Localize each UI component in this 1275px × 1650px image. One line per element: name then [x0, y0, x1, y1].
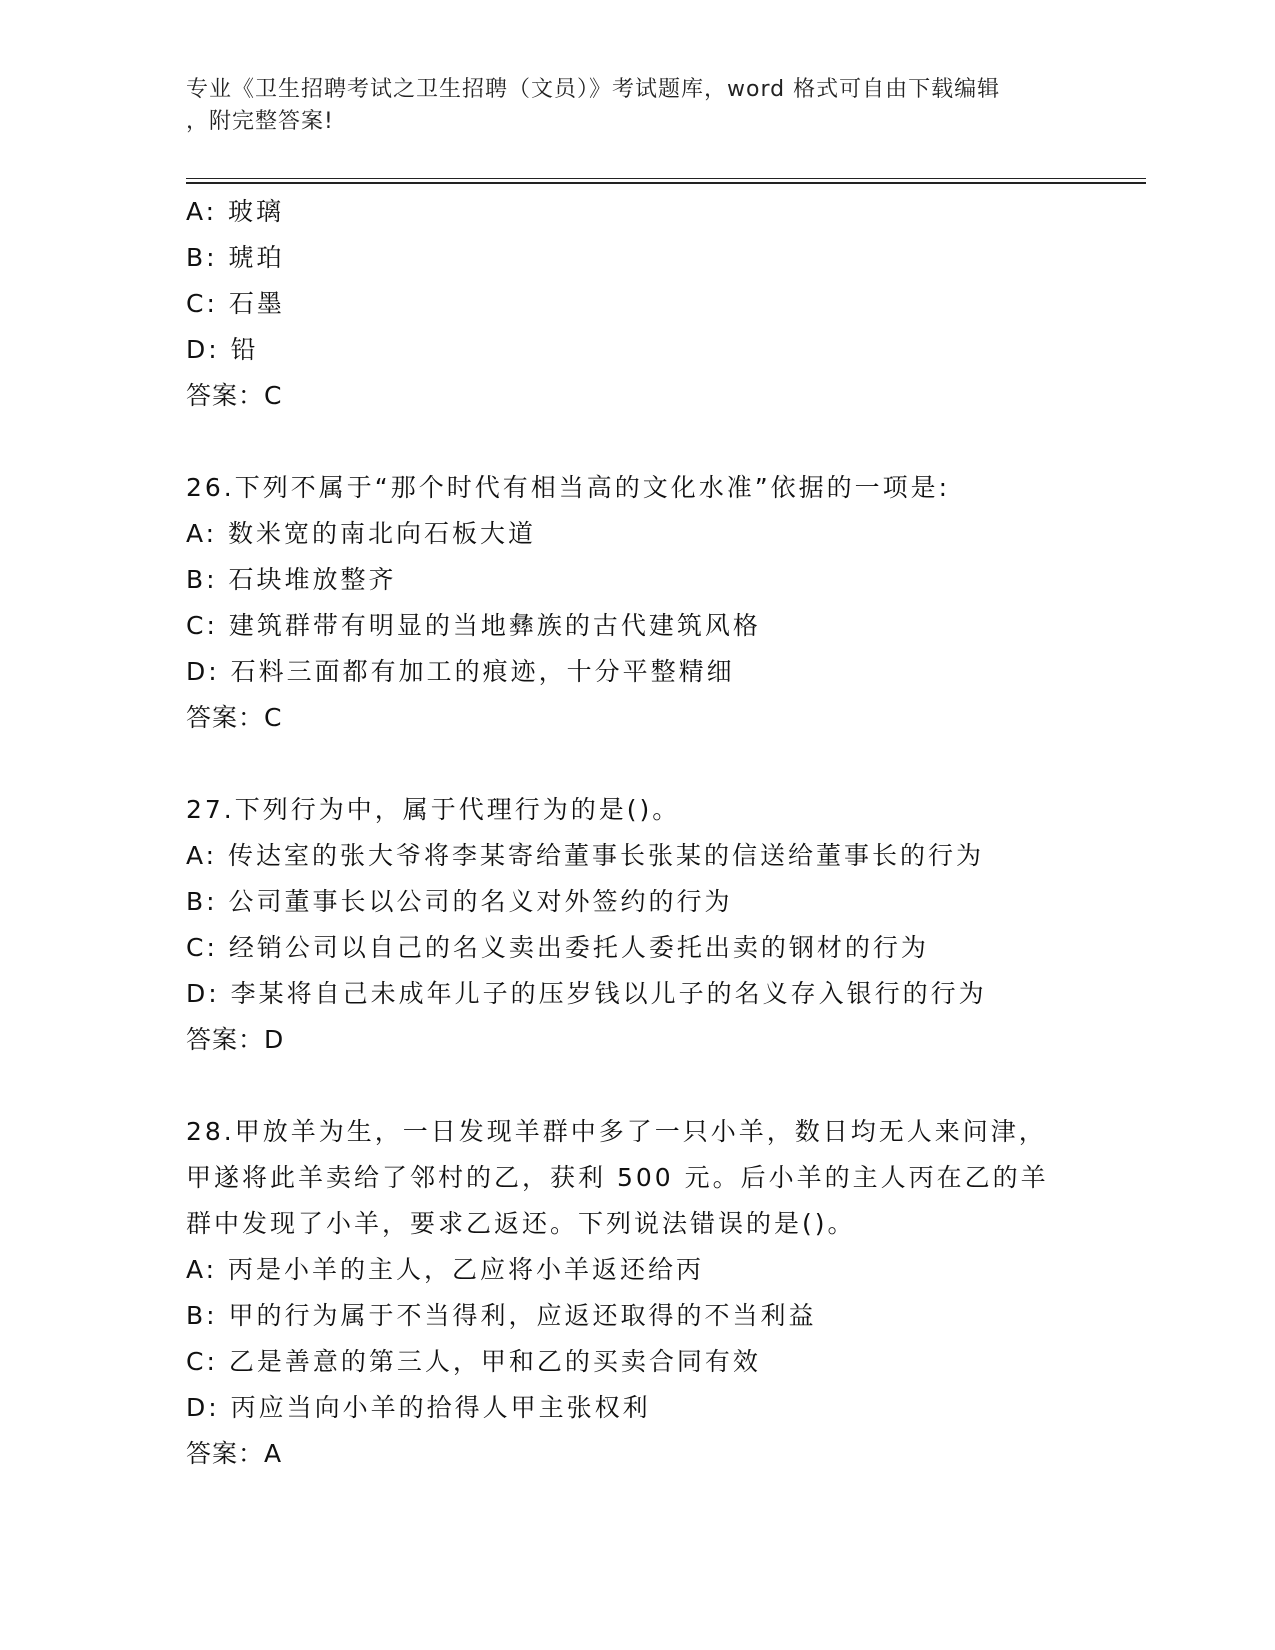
option-b: B: 甲的行为属于不当得利，应返还取得的不当利益	[186, 1301, 817, 1330]
header-divider-thin	[186, 178, 1146, 179]
question-spacer	[186, 419, 1146, 465]
option-c: C: 建筑群带有明显的当地彝族的古代建筑风格	[186, 611, 761, 640]
question-stem: 26.下列不属于“那个时代有相当高的文化水准”依据的一项是:	[186, 473, 951, 502]
header-line-2: ，附完整答案!	[186, 109, 334, 134]
option-d: D: 丙应当向小羊的拾得人甲主张权利	[186, 1393, 651, 1422]
header-line-1: 专业《卫生招聘考试之卫生招聘（文员）》考试题库，word 格式可自由下载编辑	[186, 77, 1001, 102]
option-b: B: 琥珀	[186, 243, 285, 272]
answer: 答案：C	[186, 381, 283, 410]
answer: 答案：C	[186, 703, 283, 732]
question-spacer	[186, 741, 1146, 787]
answer: 答案：D	[186, 1025, 285, 1054]
question-stem-line-3: 群中发现了小羊，要求乙返还。下列说法错误的是()。	[186, 1209, 856, 1238]
question-spacer	[186, 1063, 1146, 1109]
question-27	[186, 787, 1146, 1063]
question-25	[186, 189, 1146, 419]
header-divider-thick	[186, 182, 1146, 184]
option-c: C: 石墨	[186, 289, 285, 318]
option-c: C: 经销公司以自己的名义卖出委托人委托出卖的钢材的行为	[186, 933, 929, 962]
option-d: D: 石料三面都有加工的痕迹，十分平整精细	[186, 657, 735, 686]
question-28	[186, 1109, 1146, 1477]
question-stem: 27.下列行为中，属于代理行为的是()。	[186, 795, 681, 824]
option-a: A: 丙是小羊的主人，乙应将小羊返还给丙	[186, 1255, 705, 1284]
document-header	[186, 74, 1086, 138]
question-list	[186, 189, 1146, 1477]
option-a: A: 玻璃	[186, 197, 285, 226]
option-d: D: 铅	[186, 335, 259, 364]
option-a: A: 传达室的张大爷将李某寄给董事长张某的信送给董事长的行为	[186, 841, 985, 870]
option-b: B: 石块堆放整齐	[186, 565, 397, 594]
answer: 答案：A	[186, 1439, 283, 1468]
option-b: B: 公司董事长以公司的名义对外签约的行为	[186, 887, 733, 916]
option-d: D: 李某将自己未成年儿子的压岁钱以儿子的名义存入银行的行为	[186, 979, 987, 1008]
question-stem-line-1: 28.甲放羊为生，一日发现羊群中多了一只小羊，数日均无人来问津，	[186, 1117, 1047, 1146]
option-c: C: 乙是善意的第三人，甲和乙的买卖合同有效	[186, 1347, 761, 1376]
question-26	[186, 465, 1146, 741]
option-a: A: 数米宽的南北向石板大道	[186, 519, 537, 548]
question-stem-line-2: 甲遂将此羊卖给了邻村的乙，获利 500 元。后小羊的主人丙在乙的羊	[186, 1163, 1049, 1192]
